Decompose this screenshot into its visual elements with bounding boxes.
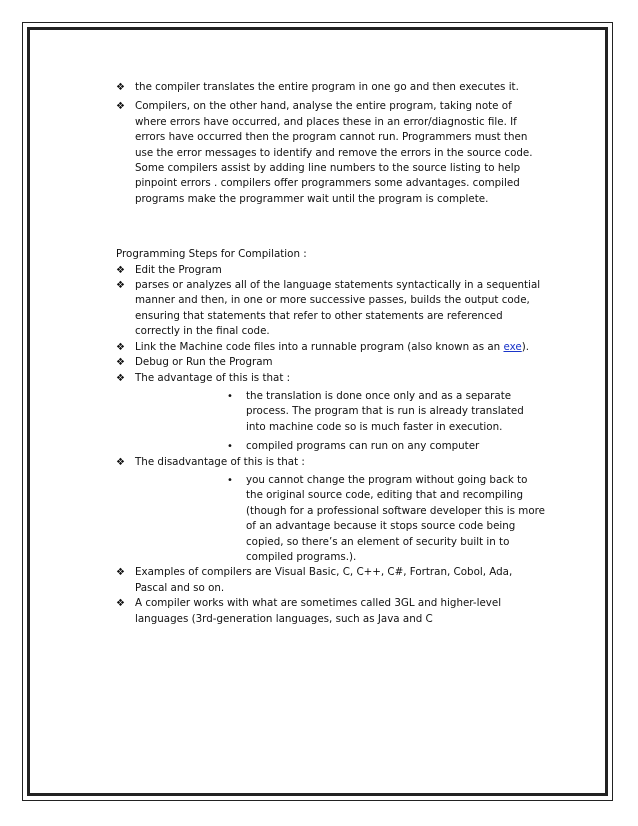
list-item: ❖ Link the Machine code files into a runnable program (also known as an exe). [116, 340, 546, 355]
intro-list [116, 80, 546, 207]
diamond-bullet-icon: ❖ [116, 341, 125, 353]
list-item: ❖ Compilers, on the other hand, analyse the entire program, taking note of where errors have occurred, and places these in an error/diagnostic file. If errors have occurred then the program cannot run. Programmers must then use the error messages to identify and remove the errors in the source code. Some compilers assist by adding line numbers to the source listing to help pinpoint errors . compilers offer programmers some advantages. compiled programs make the programmer wait until the program is complete. [116, 100, 533, 205]
list-item: • you cannot change the program without going back to the original source code, editing that and recompiling (though for a professional software developer this is more of an advantage because it stops source code being copied, so there’s an element of security built in to compiled programs.). [227, 473, 545, 563]
diamond-bullet-icon: ❖ [116, 598, 125, 610]
diamond-bullet-icon: ❖ [116, 280, 125, 292]
exe-link[interactable]: exe [503, 340, 522, 353]
list-item: ❖ Examples of compilers are Visual Basic, C, C++, C#, Fortran, Cobol, Ada, Pascal and so on. [116, 566, 513, 594]
diamond-bullet-icon: ❖ [116, 567, 125, 579]
list-item: • the translation is done once only and as a separate process. The program that is run is already translated into machine code so is much faster in execution. [227, 389, 524, 433]
advantage-section [116, 371, 546, 386]
disadvantage-section [116, 455, 546, 470]
diamond-bullet-icon: ❖ [116, 357, 125, 369]
list-item [116, 455, 546, 470]
bullet-icon: • [227, 390, 233, 402]
advantage-heading: The advantage of this is that : [135, 371, 291, 384]
document-body [116, 80, 546, 627]
list-item: ❖ the compiler translates the entire program in one go and then executes it. [116, 80, 546, 95]
list-item: • compiled programs can run on any computer [227, 439, 546, 454]
bullet-icon: • [227, 441, 233, 453]
diamond-bullet-icon: ❖ [116, 372, 125, 384]
list-item [116, 371, 546, 386]
list-item: ❖ Debug or Run the Program [116, 355, 546, 370]
diamond-bullet-icon: ❖ [116, 264, 125, 276]
steps-heading: Programming Steps for Compilation : [116, 248, 307, 261]
diamond-bullet-icon: ❖ [116, 456, 125, 468]
diamond-bullet-icon: ❖ [116, 82, 125, 93]
list-item: ❖ parses or analyzes all of the language statements syntactically in a sequential manner and then, in one or more successive passes, builds the output code, ensuring that statements that refer to other statements are referenced correctly in the final code. [116, 279, 541, 338]
list-item: ❖ Edit the Program [116, 263, 546, 278]
disadvantage-heading: The disadvantage of this is that : [135, 455, 305, 468]
bullet-icon: • [227, 474, 233, 486]
diamond-bullet-icon: ❖ [116, 101, 125, 113]
advantage-points [116, 389, 546, 455]
disadvantage-points [116, 473, 546, 565]
list-item: ❖ A compiler works with what are sometimes called 3GL and higher-level languages (3rd-generation languages, such as Java and C [116, 597, 502, 625]
closing-list [116, 565, 546, 627]
steps-list [116, 263, 546, 371]
